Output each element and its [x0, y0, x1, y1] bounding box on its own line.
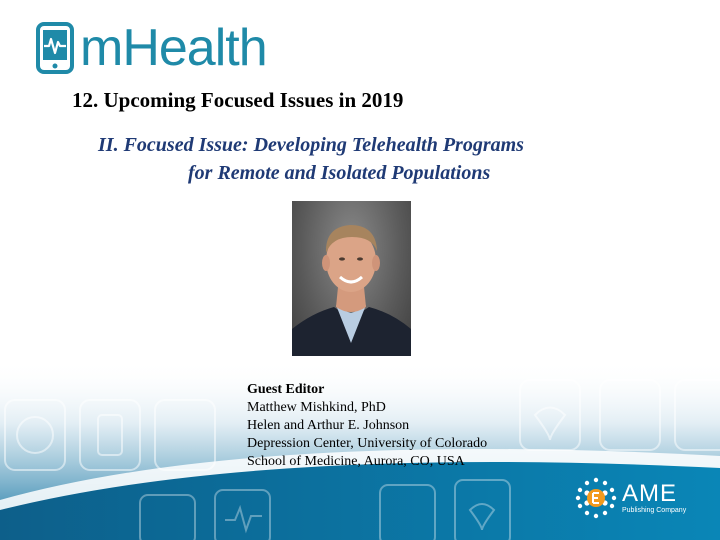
mhealth-logo: [36, 20, 267, 76]
ame-publisher-logo: [574, 476, 686, 520]
slide-title: 12. Upcoming Focused Issues in 2019: [72, 88, 404, 112]
guest-editor-info: [247, 381, 487, 471]
focused-issue-line-2: for Remote and Isolated Populations: [188, 162, 491, 184]
guest-editor-label: Guest Editor: [247, 382, 325, 397]
ame-dots-icon: [574, 476, 618, 520]
portrait-illustration: [292, 201, 411, 356]
editor-affiliation-3: School of Medicine, Aurora, CO, USA: [247, 454, 465, 469]
guest-editor-photo: [292, 201, 411, 356]
focused-issue-line-1: II. Focused Issue: Developing Telehealth Programs: [98, 134, 524, 156]
brand-name: mHealth: [80, 19, 267, 77]
editor-affiliation-1: Helen and Arthur E. Johnson: [247, 418, 410, 433]
publisher-tagline: Publishing Company: [622, 506, 687, 514]
editor-affiliation-2: Depression Center, University of Colorado: [247, 436, 488, 451]
editor-name: Matthew Mishkind, PhD: [247, 400, 386, 415]
focused-issue-title: [98, 131, 638, 187]
phone-heartbeat-icon: [36, 22, 74, 74]
publisher-name: AME: [622, 479, 678, 507]
